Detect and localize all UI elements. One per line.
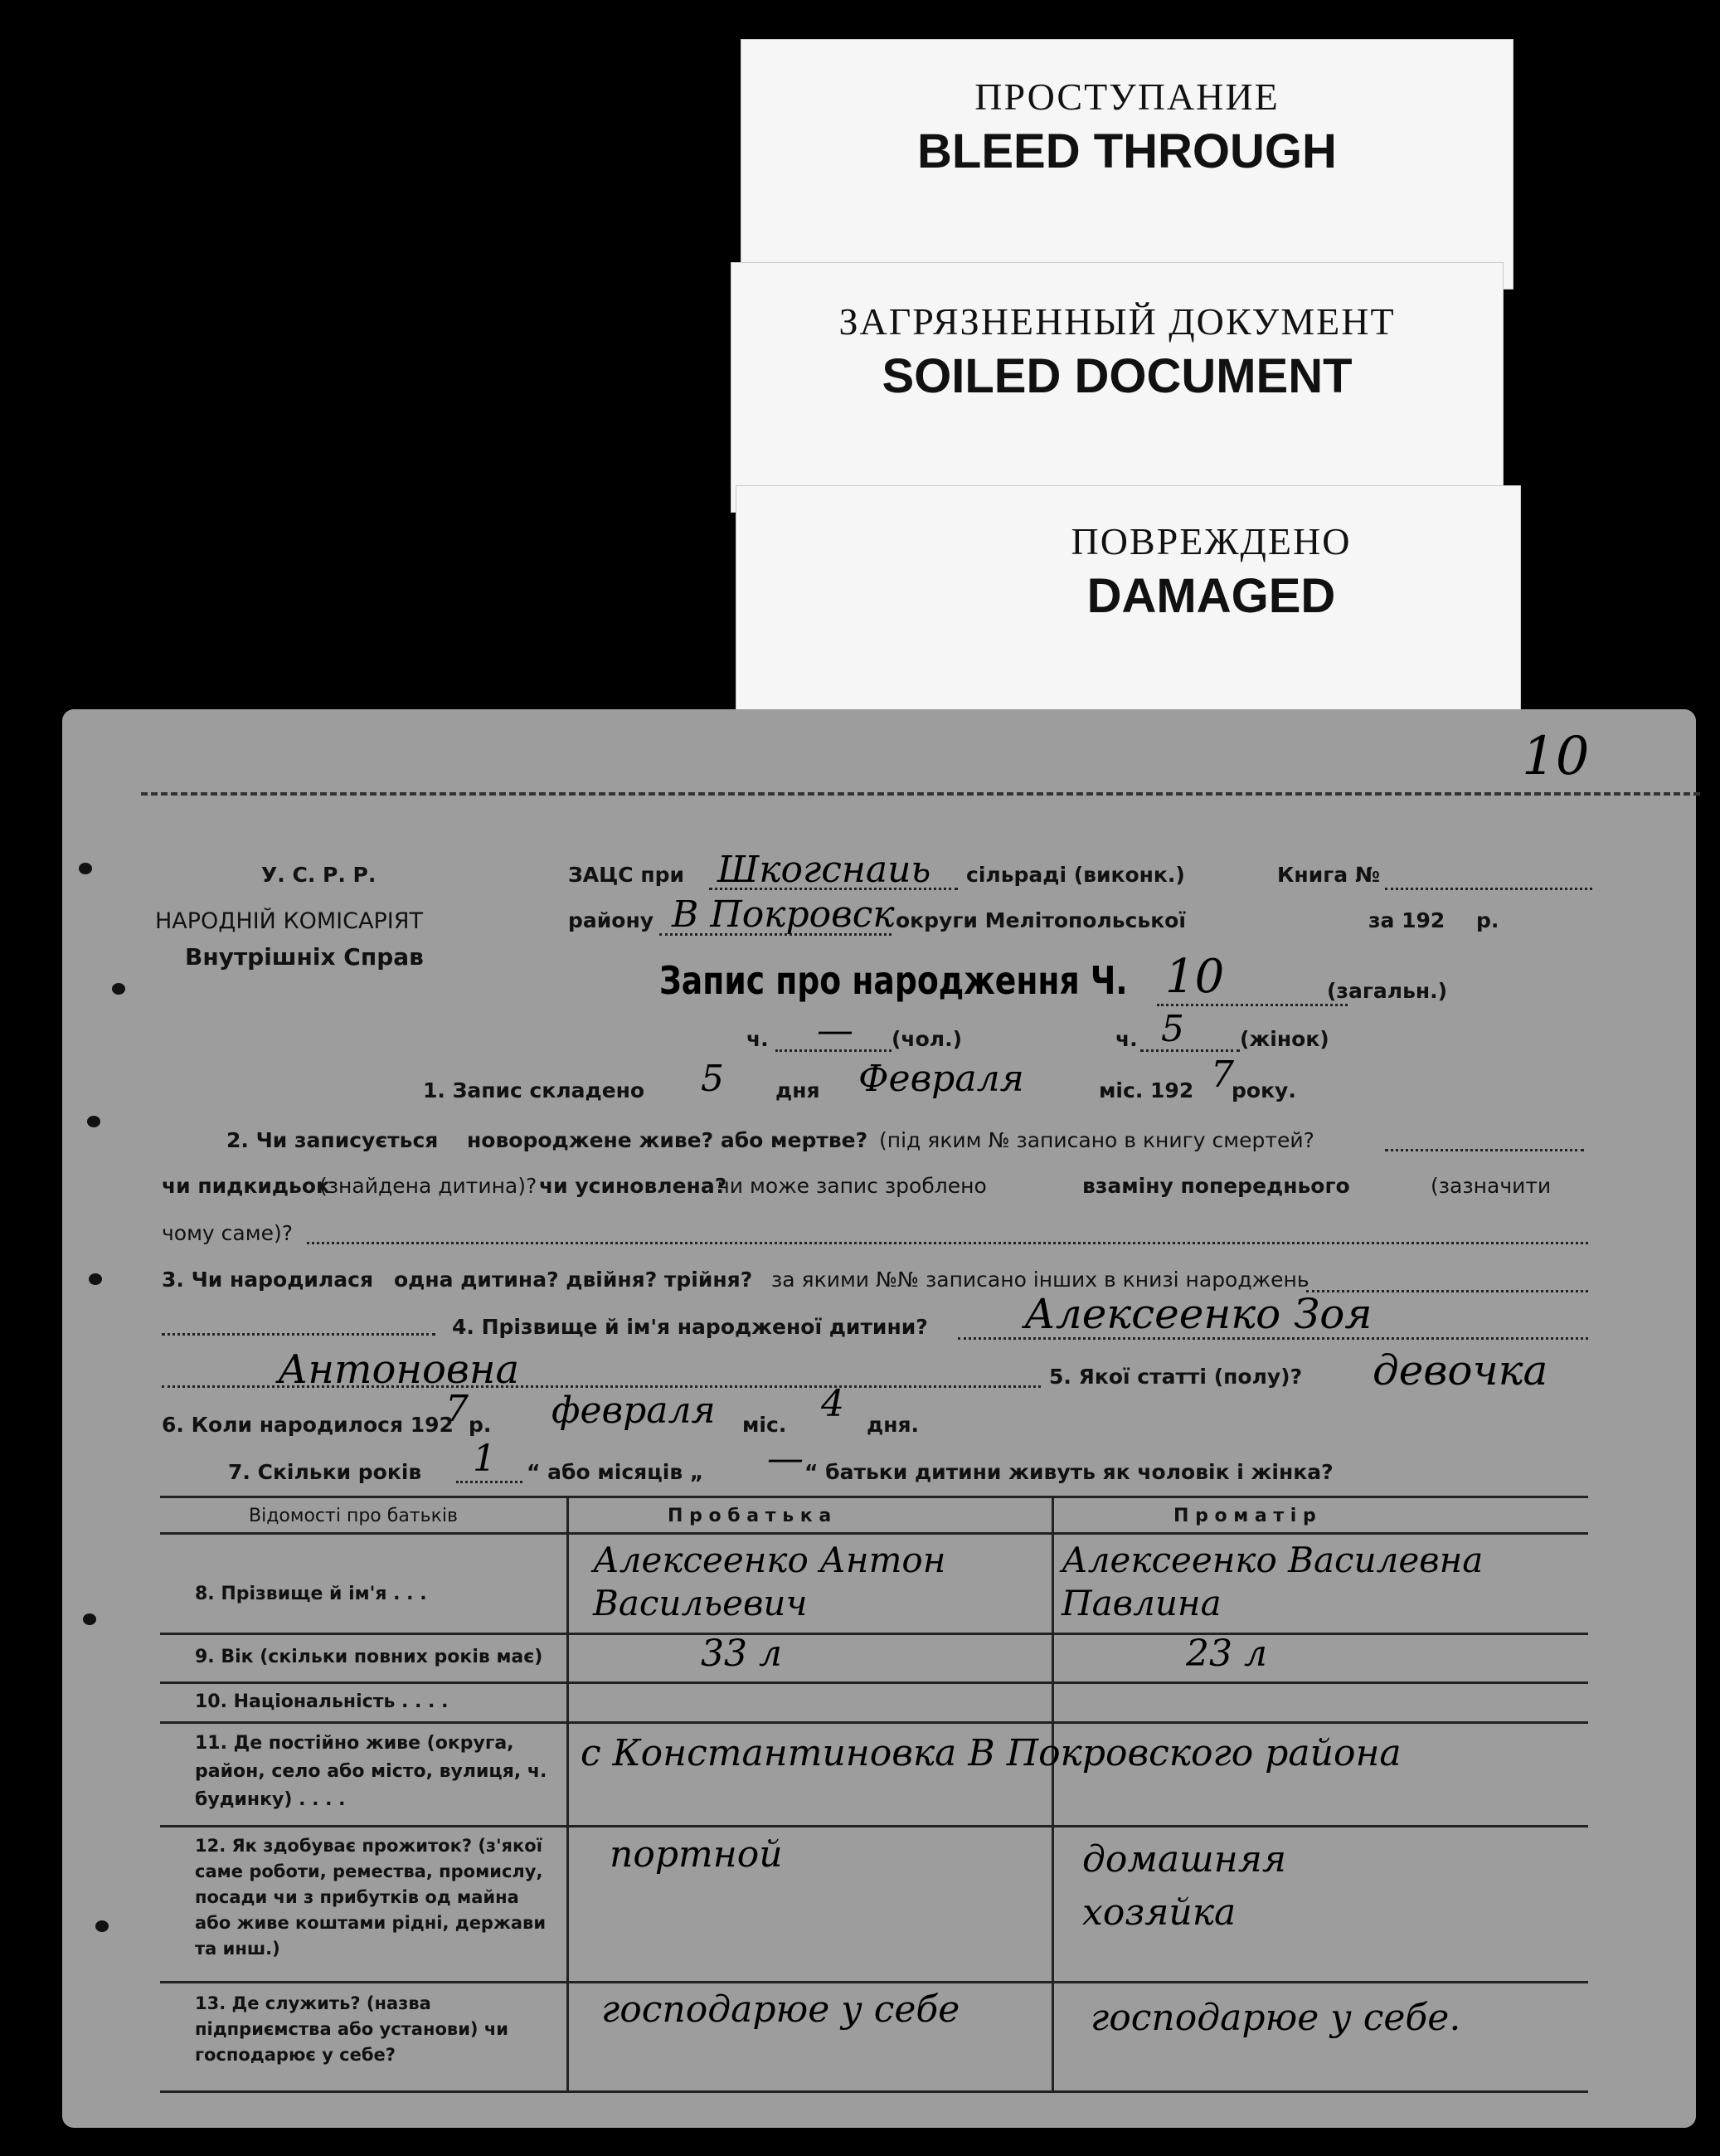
q1-month: Февраля (858, 1058, 1024, 1100)
table-header-info: Відомості про батьків (249, 1506, 458, 1526)
row-label: 9. Вік (скільки повних років має) (195, 1647, 543, 1667)
table-row-border (160, 1825, 1588, 1827)
q2-line2d: чи може запис зроблено (717, 1174, 987, 1198)
row-label: 13. Де служить? (назва підприємства або установи) чи господарює у себе? (195, 1993, 508, 2065)
father-name: Алексеенко Антон Васильевич (593, 1540, 946, 1623)
q2-line2b: (знайдена дитина)? (319, 1174, 537, 1198)
table-header-mother: П р о м а т і р (1173, 1506, 1316, 1526)
table-row-border (160, 1681, 1588, 1684)
table-row-border (160, 1633, 1588, 1635)
female-count: 5 (1161, 1008, 1184, 1050)
table-row-border (160, 1721, 1588, 1724)
q2-line1c: (під яким № записано в книгу смертей? (879, 1128, 1314, 1152)
usrr-label: У. С. Р. Р. (261, 863, 377, 887)
birth-record-form (62, 709, 1696, 2128)
q2-line2a: чи пидкидьок (162, 1174, 330, 1198)
fill-line (1157, 1004, 1348, 1006)
q5-label: 5. Якої статті (полу)? (1049, 1365, 1303, 1389)
q6-a: 6. Коли народилося 192 (162, 1413, 454, 1437)
male-count: — (817, 1010, 853, 1052)
page-number: 10 (1522, 726, 1590, 787)
father-employment: господарюе у себе (601, 1988, 960, 2031)
internal-affairs-label: Внутрішніх Справ (185, 943, 424, 971)
punch-hole (83, 1613, 96, 1625)
fill-line (456, 1481, 522, 1483)
q7-b: “ або місяців „ (527, 1460, 704, 1484)
bleed-through-slip (741, 39, 1514, 290)
mother-age: 23 л (1186, 1633, 1267, 1675)
record-title: Запис про народження Ч. (659, 958, 1128, 1003)
commissariat-label: НАРОДНІЙ КОМІСАРІЯТ (155, 908, 423, 934)
mother-name: Алексеенко Василевна Павлина (1062, 1540, 1484, 1623)
q2-line1b: новороджене живе? або мертве? (467, 1128, 868, 1152)
q2-line2c: чи усиновлена? (539, 1174, 727, 1198)
ch-label-2: ч. (1115, 1027, 1138, 1051)
child-patronymic: Антоновна (278, 1346, 520, 1393)
slip-english-text: BLEED THROUGH (917, 124, 1337, 178)
q3-c: за якими №№ записано інших в книзі народжень (771, 1268, 1309, 1292)
raion-label: району (568, 908, 654, 932)
q2-line3: чому саме)? (162, 1221, 293, 1245)
fill-line (709, 888, 958, 890)
soiled-document-slip (731, 262, 1504, 513)
zats-label: ЗАЦС при (568, 863, 685, 887)
perforation-line (141, 792, 1700, 796)
silradi-label: сільраді (виконк.) (966, 863, 1185, 887)
general-label: (загальн.) (1327, 979, 1448, 1003)
year-label: за 192 (1368, 908, 1445, 932)
table-header-border (160, 1532, 1588, 1535)
q6-month: февраля (551, 1389, 716, 1432)
table-column-border (566, 1496, 569, 2090)
q6-dnia: дня. (867, 1413, 920, 1437)
q6-day: 4 (821, 1383, 844, 1425)
fill-line (1385, 888, 1592, 890)
mother-employment: господарюе у себе. (1091, 1997, 1461, 2039)
residence: с Константиновка В Покровского района (581, 1732, 1402, 1774)
table-bottom-border (160, 2090, 1588, 2093)
father-occupation: портной (610, 1833, 783, 1876)
book-label: Книга № (1277, 863, 1380, 887)
table-header-father: П р о б а т ь к а (668, 1506, 832, 1526)
punch-hole (89, 1273, 102, 1285)
q1-mis: міс. 192 (1099, 1078, 1194, 1102)
child-name: Алексеенко Зоя (1024, 1290, 1373, 1338)
child-sex: девочка (1373, 1346, 1548, 1394)
q4-label: 4. Прізвище й ім'я народженої дитини? (452, 1315, 928, 1339)
ch-label: ч. (746, 1027, 769, 1051)
q1-year: 7 (1211, 1054, 1234, 1096)
female-label: (жінок) (1240, 1027, 1329, 1051)
q2-line2e: взаміну попереднього (1082, 1174, 1350, 1198)
record-number: 10 (1165, 950, 1225, 1004)
row-label: 8. Прізвище й ім'я . . . (195, 1584, 427, 1604)
table-top-border (160, 1496, 1588, 1498)
fill-line (1385, 1149, 1584, 1151)
q3-b: одна дитина? двійня? трійня? (394, 1268, 753, 1292)
fill-line (958, 1337, 1588, 1340)
q6-year: 7 (445, 1388, 469, 1430)
q1-roku: року. (1232, 1078, 1296, 1102)
q6-mis: міс. (742, 1413, 787, 1437)
fill-line (659, 933, 892, 936)
q2-line2f: (зазначити (1431, 1174, 1552, 1198)
q1-label: 1. Запис складено (423, 1078, 645, 1102)
slip-russian-text: ПРОСТУПАНИЕ (974, 75, 1280, 118)
slip-russian-text: ЗАГРЯЗНЕННЫЙ ДОКУМЕНТ (838, 300, 1396, 343)
fill-line (307, 1242, 1588, 1244)
q2-line1a: 2. Чи записується (226, 1128, 439, 1152)
q1-day: 5 (701, 1058, 724, 1100)
selrada-name: Шкогснаиь (717, 849, 931, 891)
year-suffix: р. (1476, 908, 1499, 932)
punch-hole (79, 863, 92, 874)
punch-hole (87, 1116, 100, 1127)
father-age: 33 л (701, 1633, 782, 1675)
mother-occupation: домашняя хозяйка (1082, 1838, 1287, 1934)
okrug-label: округи Мелітопольської (896, 908, 1186, 932)
slip-russian-text: ПОВРЕЖДЕНО (1071, 520, 1352, 562)
fill-line (775, 1049, 892, 1052)
slip-english-text: SOILED DOCUMENT (882, 349, 1353, 403)
q6-r: р. (469, 1413, 492, 1437)
q7-years: 1 (473, 1438, 496, 1480)
q1-dnia: дня (775, 1078, 820, 1102)
row-label: 12. Як здобуває прожиток? (з'якої саме роботи, ремества, промислу, посади чи з прибутків од майна або живе коштами рідні, держави та инш.) (195, 1836, 547, 1959)
punch-hole (112, 983, 125, 995)
row-label: 10. Національність . . . . (195, 1691, 449, 1712)
row-label: 11. Де постійно живе (округа, район, село або місто, вулиця, ч. будинку) . . . . (195, 1733, 547, 1810)
q7-a: 7. Скільки років (228, 1460, 422, 1484)
q3-a: 3. Чи народилася (162, 1268, 373, 1292)
table-column-border (1052, 1496, 1054, 2090)
fill-line (1140, 1049, 1240, 1052)
raion-name: В Покровск (672, 893, 895, 936)
q7-months: — (767, 1438, 804, 1480)
fill-line (162, 1385, 1041, 1388)
punch-hole (95, 1920, 109, 1932)
slip-english-text: DAMAGED (1086, 569, 1336, 623)
q7-c: “ батьки дитини живуть як чоловік і жінка? (804, 1460, 1334, 1484)
male-label: (чол.) (892, 1027, 962, 1051)
damaged-slip (736, 485, 1521, 719)
table-row-border (160, 1981, 1588, 1983)
fill-line (162, 1333, 435, 1336)
